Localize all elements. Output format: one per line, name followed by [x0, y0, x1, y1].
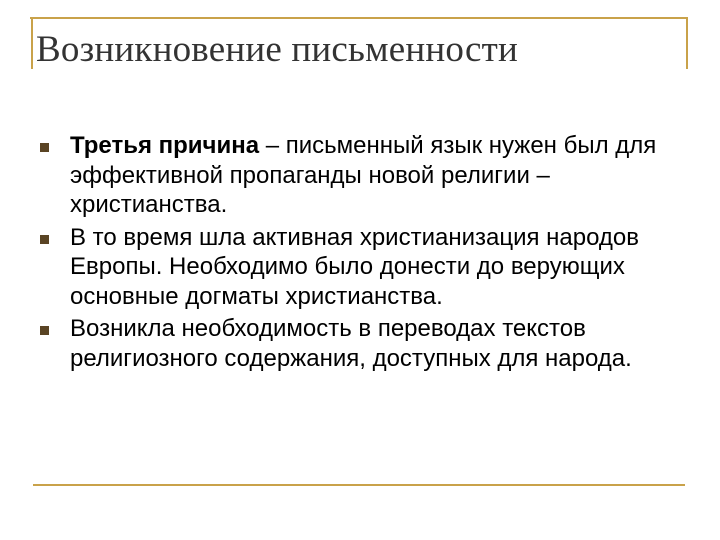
square-bullet-icon [40, 326, 49, 335]
frame-bottom-line [33, 484, 685, 486]
frame-right-line [686, 17, 688, 69]
bullet-item [40, 314, 690, 373]
square-bullet-icon [40, 143, 49, 152]
bullet-text: – письменный язык нужен был для эффективной пропаганды новой религии – христианства. [70, 132, 657, 218]
bullet-text: В то время шла активная христианизация народов Европы. Необходимо было донести до верующих основные догматы христианства. [70, 223, 640, 310]
frame-left-line [31, 17, 33, 69]
square-bullet-icon [40, 235, 49, 244]
bullet-text: Возникла необходимость в переводах текстов религиозного содержания, доступных для народа. [70, 315, 632, 372]
bullet-item [40, 223, 690, 312]
bullet-item [40, 131, 690, 220]
bullet-list [40, 131, 690, 376]
frame-top-line [30, 17, 688, 19]
bullet-bold-text: Третья причина [70, 132, 260, 159]
slide-title: Возникновение письменности [36, 29, 518, 70]
